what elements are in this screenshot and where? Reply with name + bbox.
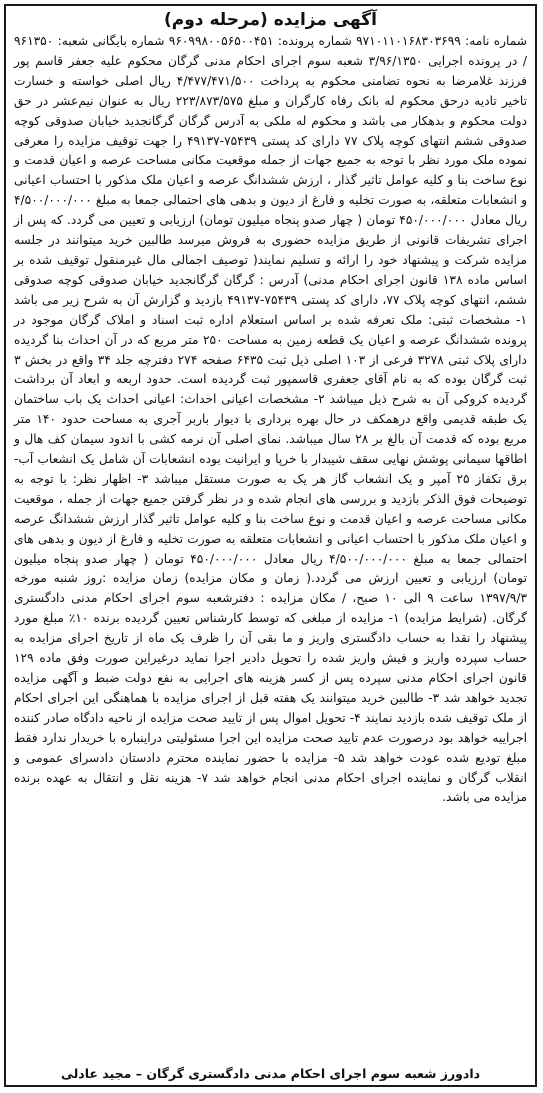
notice-title: آگهی مزایده (مرحله دوم)	[164, 10, 377, 30]
notice-body: شماره نامه: ۹۷۱۰۱۱۰۱۶۸۳۰۳۶۹۹ شماره پرونده: ۹۶۰۹۹۸۰۰۵۶۵۰۰۴۵۱ شماره بایگانی شعبه: ۹۶۱۳۵۰ / در پرونده اجرایی ۳/۹۶/۱۳۵۰ شعبه سوم اجرای احکام مدنی گرگان محکوم علیه جعفر قاسم پور فرزند غلامرضا به نحوه تضامنی محکوم به پرداخت ۴/۴۷۷/۴۷۱/۵۰۰ ریال اصلی خواسته و خسارت تاخیر تادیه درحق محکوم له بانک رفاه کارگران و مبلغ ۲۲۳/۸۷۳/۵۷۵ ریال به عنوان نیم‌عشر در حق دولت محکوم و بدهکار می باشد و محکوم له ملکی به آدرس گرگان گرگانجدید خیابان صدوقی کوچه صدوقی ششم انتهای کوچه پلاک ۷۷ دارای کد پستی ۷۵۴۳۹-۴۹۱۳۷ را جهت توقیف مزایده را معرفی نموده ملک مورد نظر با توجه به جمیع جهات از جمله موقعیت مکانی مساحت عرصه و اعیان قدمت و نوع ساخت بنا و کلیه عوامل تاثیر گذار ، ارزش ششدانگ عرصه و اعیان ملک مذکور با احتساب اعیانی و انشعابات متعلقه، به صورت تخلیه و فارغ از دیون و بدهی های احتمالی جمعا به مبلغ ۴/۵۰۰/۰۰۰/۰۰۰ ریال معادل ۴۵۰/۰۰۰/۰۰۰ تومان ( چهار صدو پنجاه میلیون تومان) ارزیابی و تعیین می گردد. که پس از اجرای تشریفات قانونی از طریق مزایده حضوری به فروش میرسد طالبین خرید میتوانند در جلسه مزایده شرکت و پیشنهاد خود را ارائه و تسلیم نمایند( توصیف اجمالی مال غیرمنقول توقیف شده بر اساس ماده ۱۳۸ قانون اجرای احکام مدنی) آدرس : گرگان گرگانجدید خیابان صدوقی کوچه صدوقی ششم، انتهای کوچه پلاک ۷۷، دارای کد پستی ۷۵۴۳۹-۴۹۱۳۷ بازدید و گزارش آن به شرح زیر می باشد ۱- مشخصات ثبتی: ملک تعرفه شده بر اساس استعلام اداره ثبت اسناد و املاک گرگان موجود در پرونده ششدانگ عرصه و اعیان یک قطعه زمین به مساحت ۲۵۰ متر مربع که در آن احداث بنا گردیده دارای پلاک ثبتی ۳۲۷۸ فرعی از ۱۰۳ اصلی ذیل ثبت ۶۴۳۵ صفحه ۲۷۴ دفترچه جلد ۳۴ واقع در بخش ۳ ثبت گرگان بوده که به نام آقای جعفری قاسمپور ثبت گردیده است. حدود اربعه و ابعاد آن برداشت گردیده کروکی آن به شرح ذیل میباشد ۲- مشخصات اعیانی احداث: اعیانی احداث یک باب ساختمان یک طبقه قدیمی واقع درهمکف در حال بهره برداری با دیوار باربر آجری به مساحت حدود ۱۴۰ متر مربع بوده که قدمت آن بالغ بر ۲۸ سال میباشد. نمای اصلی آن نرمه کشی با اندود سیمان کف هال و اطاقها سیمانی پوشش نهایی سقف شیبدار با خرپا و ایرانیت بوده انشعابات آن شامل یک انشعاب آب- برق تکفاز ۲۵ آمپر و یک انشعاب گاز هر یک به صورت مستقل میباشد ۳- اظهار نظر: با توجه به توضیحات فوق الذکر بازدید و بررسی های انجام شده و در نظر گرفتن جمیع جهات از جمله ، موقعیت مکانی مساحت عرصه و اعیان قدمت و نوع ساخت بنا و کلیه عوامل تاثیر گذار ارزش ششدانگ عرصه و اعیان ملک مذکور با احتساب اعیانی و انشعابات متعلقه به صورت تخلیه و فارغ از دیون و بدهی های احتمالی جمعا به مبلغ ۴/۵۰۰/۰۰۰/۰۰۰ ریال معادل ۴۵۰/۰۰۰/۰۰۰ تومان ( چهار صدو پنجاه میلیون تومان) ارزیابی و تعیین ارزش می گردد.( زمان و مکان مزایده) زمان مزایده :روز شنبه مورخه ۱۳۹۷/۹/۳ ساعت ۹ الی ۱۰ صبح، / مکان مزایده : دفترشعبه سوم اجرای احکام مدنی دادگستری گرگان. (شرایط مزایده) ۱- مزایده از مبلغی که توسط کارشناس تعیین گردیده برنده ۱۰٪ مبلغ مورد پیشنهاد را نقدا به حساب دادگستری واریز و ما بقی آن را ظرف یک ماه از تاریخ اجرای مزایده به حساب سپرده واریز و فیش واریز شده را تحویل دادیر اجرا نماید درغیراین صورت وفق ماده ۱۲۹ قانون اجرای احکام مدنی سپرده پس از کسر هزینه های اجرایی به نفع دولت ضبط و آگهی مزایده تجدید خواهد شد ۳- طالبین خرید میتوانند یک هفته قبل از اجرای مزایده با هماهنگی این اجرای احکام از ملک توقیف شده بازدید نمایند ۴- تحویل اموال پس از تایید صحت مزایده از ناحیه دادگاه صادر کننده اجراییه خواهد بود درصورت عدم تایید صحت مزایده این اجرا مسئولیتی دراینباره با خریدار ندارد فقط مبلغ تودیع شده عودت خواهد شد ۵- مزایده با حضور نماینده محترم دادستان دادسرای عمومی و انقلاب گرگان و نماینده اجرای احکام مدنی انجام خواهد شد ۷- هزینه نقل و انتقال به عهده برنده مزایده می باشد.	[14, 34, 528, 805]
auction-notice	[4, 4, 537, 1087]
notice-signature: دادورز شعبه سوم اجرای احکام مدنی دادگستری گرگان – مجید عادلی	[60, 1066, 481, 1081]
